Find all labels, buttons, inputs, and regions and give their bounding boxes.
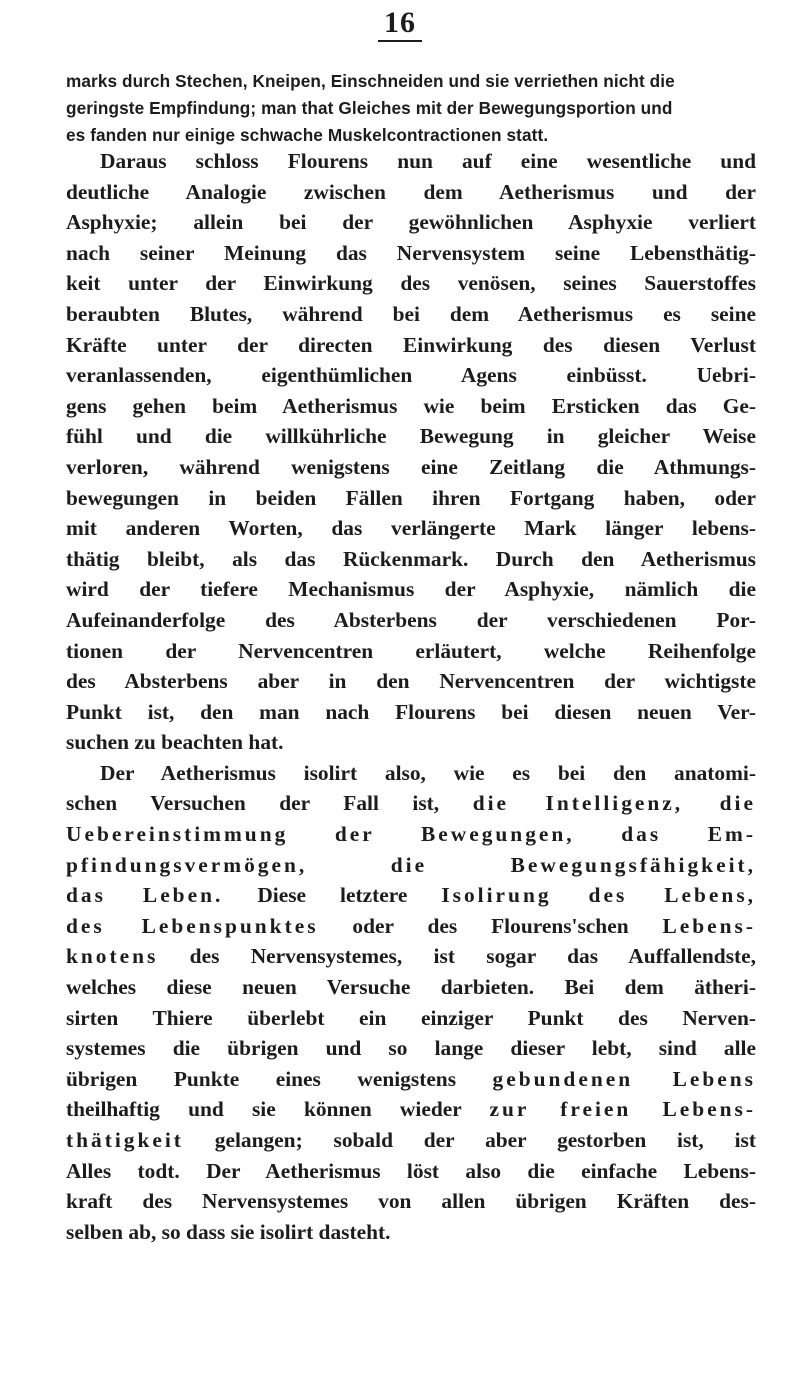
text-line: mit anderen Worten, das verlängerte Mark länger lebens- bbox=[66, 516, 756, 541]
text-line: beraubten Blutes, während bei dem Aetherismus es seine bbox=[66, 301, 756, 326]
text-line: suchen zu beachten hat. bbox=[66, 730, 284, 755]
text-run: oder des Flourens'schen bbox=[318, 913, 663, 938]
text-line: des Absterbens aber in den Nervencentren der wichtigste bbox=[66, 669, 756, 694]
text-line: selben ab, so dass sie isolirt dasteht. bbox=[66, 1219, 391, 1244]
page-number bbox=[0, 6, 800, 42]
text-run: theilhaftig und sie können wieder bbox=[66, 1097, 490, 1122]
text-line bbox=[66, 1094, 756, 1125]
spaced-text: gebundenen Lebens bbox=[492, 1066, 756, 1091]
text-line bbox=[66, 911, 756, 942]
text-line: bewegungen in beiden Fällen ihren Fortgang haben, oder bbox=[66, 485, 756, 510]
text-line bbox=[66, 1064, 756, 1095]
spaced-text: knotens bbox=[66, 944, 159, 969]
text-line: gens gehen beim Aetherismus wie beim Ersticken das Ge- bbox=[66, 393, 756, 418]
text-line: Asphyxie; allein bei der gewöhnlichen Asphyxie verliert bbox=[66, 210, 756, 235]
text-line: systemes die übrigen und so lange dieser lebt, sind alle bbox=[66, 1036, 756, 1061]
text-line: fühl und die willkührliche Bewegung in gleicher Weise bbox=[66, 424, 756, 449]
spaced-text: thätigkeit bbox=[66, 1128, 184, 1152]
text-line: tionen der Nervencentren erläutert, welche Reihenfolge bbox=[66, 638, 756, 663]
text-line: verloren, während wenigstens eine Zeitlang die Athmungs- bbox=[66, 454, 756, 479]
text-line bbox=[66, 880, 756, 911]
text-line: Alles todt. Der Aetherismus löst also die einfache Lebens- bbox=[66, 1158, 756, 1183]
text-run: Diese letztere bbox=[223, 883, 442, 908]
text-line: es fanden nur einige schwache Muskelcontractionen statt. bbox=[66, 125, 549, 145]
spaced-text: das Leben. bbox=[66, 883, 224, 908]
text-run: übrigen Punkte eines wenigstens bbox=[66, 1066, 493, 1091]
text-line bbox=[66, 819, 756, 850]
text-line: kraft des Nervensystemes von allen übrigen Kräften des- bbox=[66, 1189, 756, 1214]
text-run: des Nervensystemes, ist sogar das Auffallendste, bbox=[158, 944, 756, 969]
text-line bbox=[66, 1125, 756, 1156]
text-line: geringste Empfindung; man that Gleiches mit der Bewegungsportion und bbox=[66, 98, 673, 118]
text-line: Punkt ist, den man nach Flourens bei diesen neuen Ver- bbox=[66, 699, 756, 724]
spaced-text: die Intelligenz, die bbox=[472, 791, 756, 816]
spaced-text: Isolirung des Lebens, bbox=[441, 883, 756, 908]
spaced-text: zur freien Lebens- bbox=[489, 1097, 756, 1122]
text-line: veranlassenden, eigenthümlichen Agens einbüsst. Uebri- bbox=[66, 363, 756, 388]
text-run: gelangen; sobald der aber gestorben ist, ist bbox=[183, 1128, 756, 1152]
spaced-text: Lebens- bbox=[662, 913, 756, 938]
text-line: Aufeinanderfolge des Absterbens der verschiedenen Por- bbox=[66, 607, 756, 632]
text-line: Der Aetherismus isolirt also, wie es bei den anatomi- bbox=[100, 760, 756, 785]
body-text bbox=[66, 146, 756, 1247]
text-line: sirten Thiere überlebt ein einziger Punkt des Nerven- bbox=[66, 1005, 756, 1030]
text-line: keit unter der Einwirkung des venösen, seines Sauerstoffes bbox=[66, 271, 756, 296]
text-line: marks durch Stechen, Kneipen, Einschneiden und sie verriethen nicht die bbox=[66, 71, 675, 91]
text-line bbox=[66, 850, 756, 881]
text-line bbox=[66, 788, 756, 819]
text-line: thätig bleibt, als das Rückenmark. Durch den Aetherismus bbox=[66, 546, 756, 571]
page-number-text: 16 bbox=[378, 6, 422, 42]
spaced-text: pfindungsvermögen, die Bewegungsfähigkeit, bbox=[66, 852, 756, 877]
spaced-text: des Lebenspunktes bbox=[66, 913, 319, 938]
text-line: welches diese neuen Versuche darbieten. Bei dem ätheri- bbox=[66, 975, 756, 1000]
text-line: nach seiner Meinung das Nervensystem seine Lebensthätig- bbox=[66, 240, 756, 265]
text-run: schen Versuchen der Fall ist, bbox=[66, 791, 440, 816]
spaced-text: Uebereinstimmung der Bewegungen, das Em- bbox=[66, 822, 756, 847]
intro-paragraph bbox=[66, 68, 756, 149]
text-line: Kräfte unter der directen Einwirkung des diesen Verlust bbox=[66, 332, 756, 357]
text-line: deutliche Analogie zwischen dem Aetherismus und der bbox=[66, 179, 756, 204]
text-line: Daraus schloss Flourens nun auf eine wesentliche und bbox=[100, 149, 756, 173]
text-line: wird der tiefere Mechanismus der Asphyxie, nämlich die bbox=[66, 577, 756, 602]
text-line bbox=[66, 941, 756, 972]
